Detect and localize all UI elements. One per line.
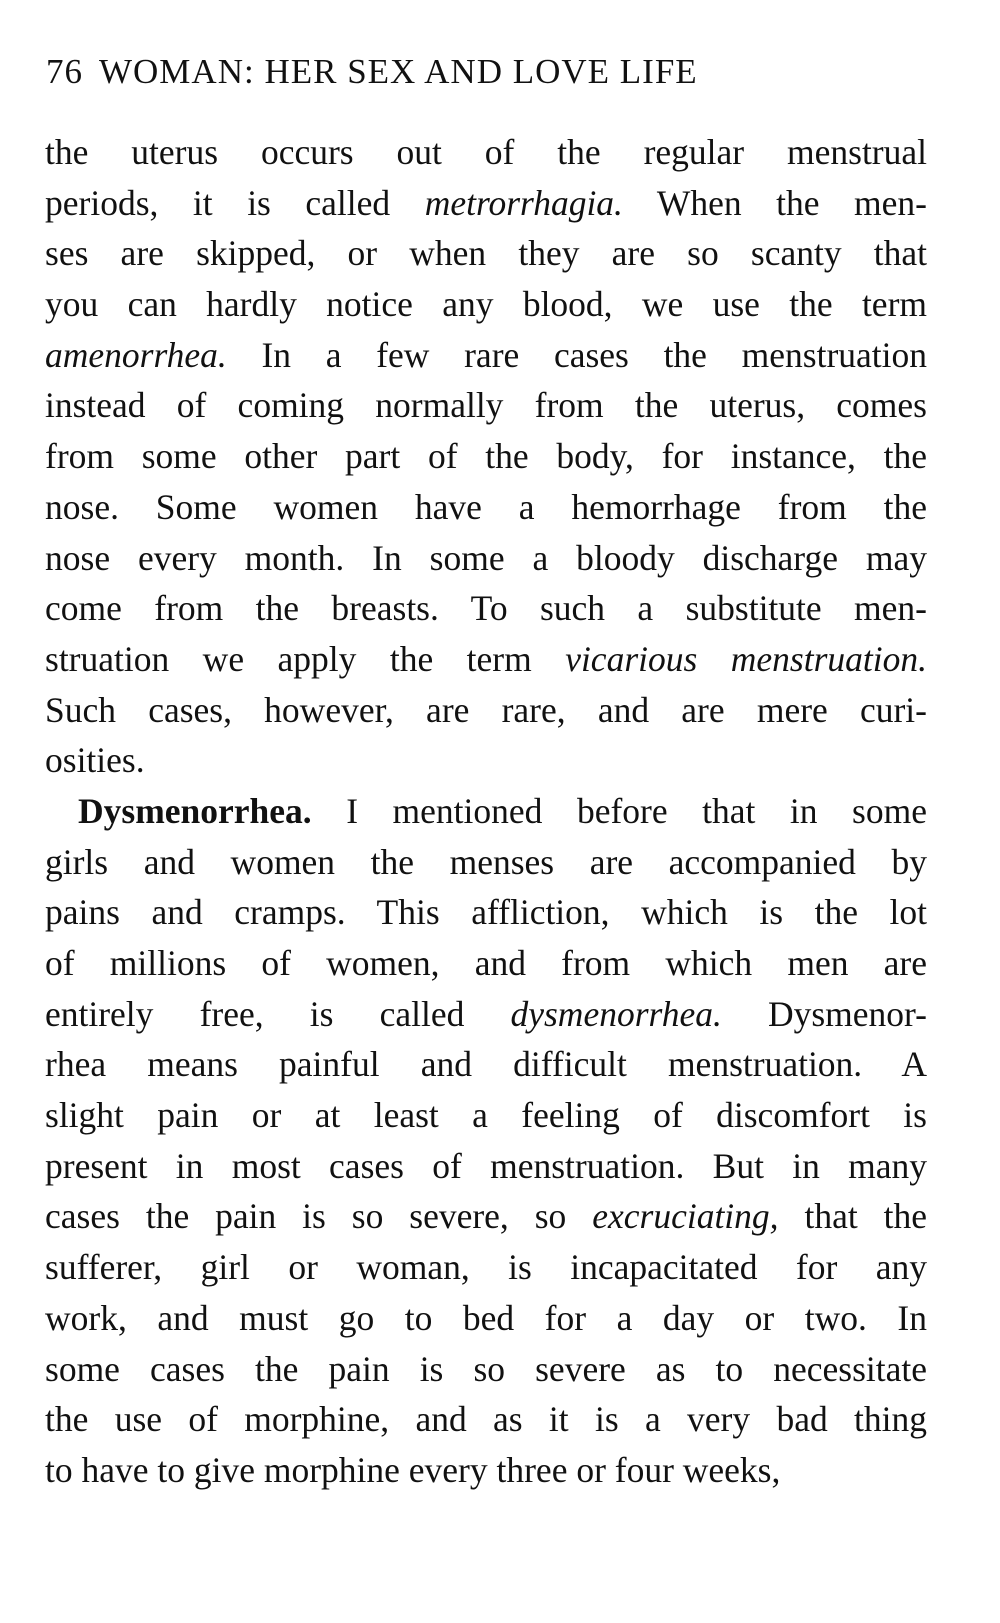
text-line <box>45 1090 927 1141</box>
text-run: osities. <box>45 740 145 781</box>
text-line <box>45 1039 927 1090</box>
italic-term: dysmenorrhea. <box>510 993 722 1034</box>
italic-term: excruciating, <box>592 1196 779 1237</box>
running-header <box>46 52 698 92</box>
italic-term: amenorrhea. <box>45 334 227 375</box>
text-run: nose. Some women have a hemorrhage from the <box>45 486 927 527</box>
text-run: When the men- <box>622 182 927 223</box>
text-line <box>45 228 927 279</box>
text-line <box>45 431 927 482</box>
text-line <box>45 380 927 431</box>
text-line <box>45 1141 927 1192</box>
text-run: cases the pain is so severe, so <box>45 1196 593 1237</box>
text-line <box>45 1445 927 1496</box>
text-line <box>45 837 927 888</box>
section-heading: Dysmenorrhea. <box>78 790 312 831</box>
text-line <box>45 1394 927 1445</box>
italic-term: vicarious menstruation. <box>565 638 927 679</box>
text-line <box>45 127 927 178</box>
text-line <box>45 634 927 685</box>
text-run: entirely free, is called <box>45 993 511 1034</box>
text-line <box>45 583 927 634</box>
text-run: Such cases, however, are rare, and are mere curi- <box>45 689 927 730</box>
text-run: pains and cramps. This affliction, which is the lot <box>45 892 927 933</box>
text-run: In a few rare cases the menstruation <box>226 334 927 375</box>
text-run: you can hardly notice any blood, we use the term <box>45 284 927 325</box>
text-line <box>45 989 927 1040</box>
italic-term: metrorrhagia. <box>424 182 623 223</box>
text-run: girls and women the menses are accompanied by <box>45 841 927 882</box>
page-number: 76 <box>46 52 83 91</box>
text-run: sufferer, girl or woman, is incapacitated for any <box>45 1247 927 1288</box>
text-line <box>45 330 927 381</box>
running-title: WOMAN: HER SEX AND LOVE LIFE <box>99 52 698 91</box>
text-run: ses are skipped, or when they are so scanty that <box>45 233 927 274</box>
text-line <box>45 786 927 837</box>
page-body-text <box>45 127 927 1496</box>
text-run: the uterus occurs out of the regular menstrual <box>45 132 927 172</box>
text-run: nose every month. In some a bloody discharge may <box>45 537 927 578</box>
text-line <box>45 887 927 938</box>
text-run: slight pain or at least a feeling of discomfort is <box>45 1095 927 1136</box>
text-run: instead of coming normally from the uterus, comes <box>45 385 927 426</box>
text-run: work, and must go to bed for a day or two. In <box>45 1297 927 1338</box>
text-run: present in most cases of menstruation. But in many <box>45 1145 927 1186</box>
text-line <box>45 279 927 330</box>
text-run: some cases the pain is so severe as to necessitate <box>45 1348 927 1389</box>
text-run: Dysmenor- <box>721 993 927 1034</box>
text-run: to have to give morphine every three or four weeks, <box>45 1449 781 1490</box>
paragraph <box>45 127 927 786</box>
text-run: periods, it is called <box>45 182 425 223</box>
text-line <box>45 1293 927 1344</box>
text-line <box>45 685 927 736</box>
text-run: struation we apply the term <box>45 638 566 679</box>
text-run: of millions of women, and from which men are <box>45 943 927 983</box>
text-run: from some other part of the body, for instance, the <box>45 436 927 477</box>
text-line <box>45 1191 927 1242</box>
text-line <box>45 482 927 533</box>
text-line <box>45 1344 927 1395</box>
text-line <box>45 533 927 584</box>
paragraph <box>45 786 927 1496</box>
text-run: I mentioned before that in some <box>311 790 927 831</box>
text-line <box>45 735 927 786</box>
text-line <box>45 178 927 229</box>
text-line <box>45 938 927 989</box>
text-line <box>45 1242 927 1293</box>
text-run: that the <box>778 1196 927 1237</box>
text-run: rhea means painful and difficult menstruation. A <box>45 1044 927 1085</box>
text-run: the use of morphine, and as it is a very bad thing <box>45 1399 927 1440</box>
text-run: come from the breasts. To such a substitute men- <box>45 588 927 629</box>
